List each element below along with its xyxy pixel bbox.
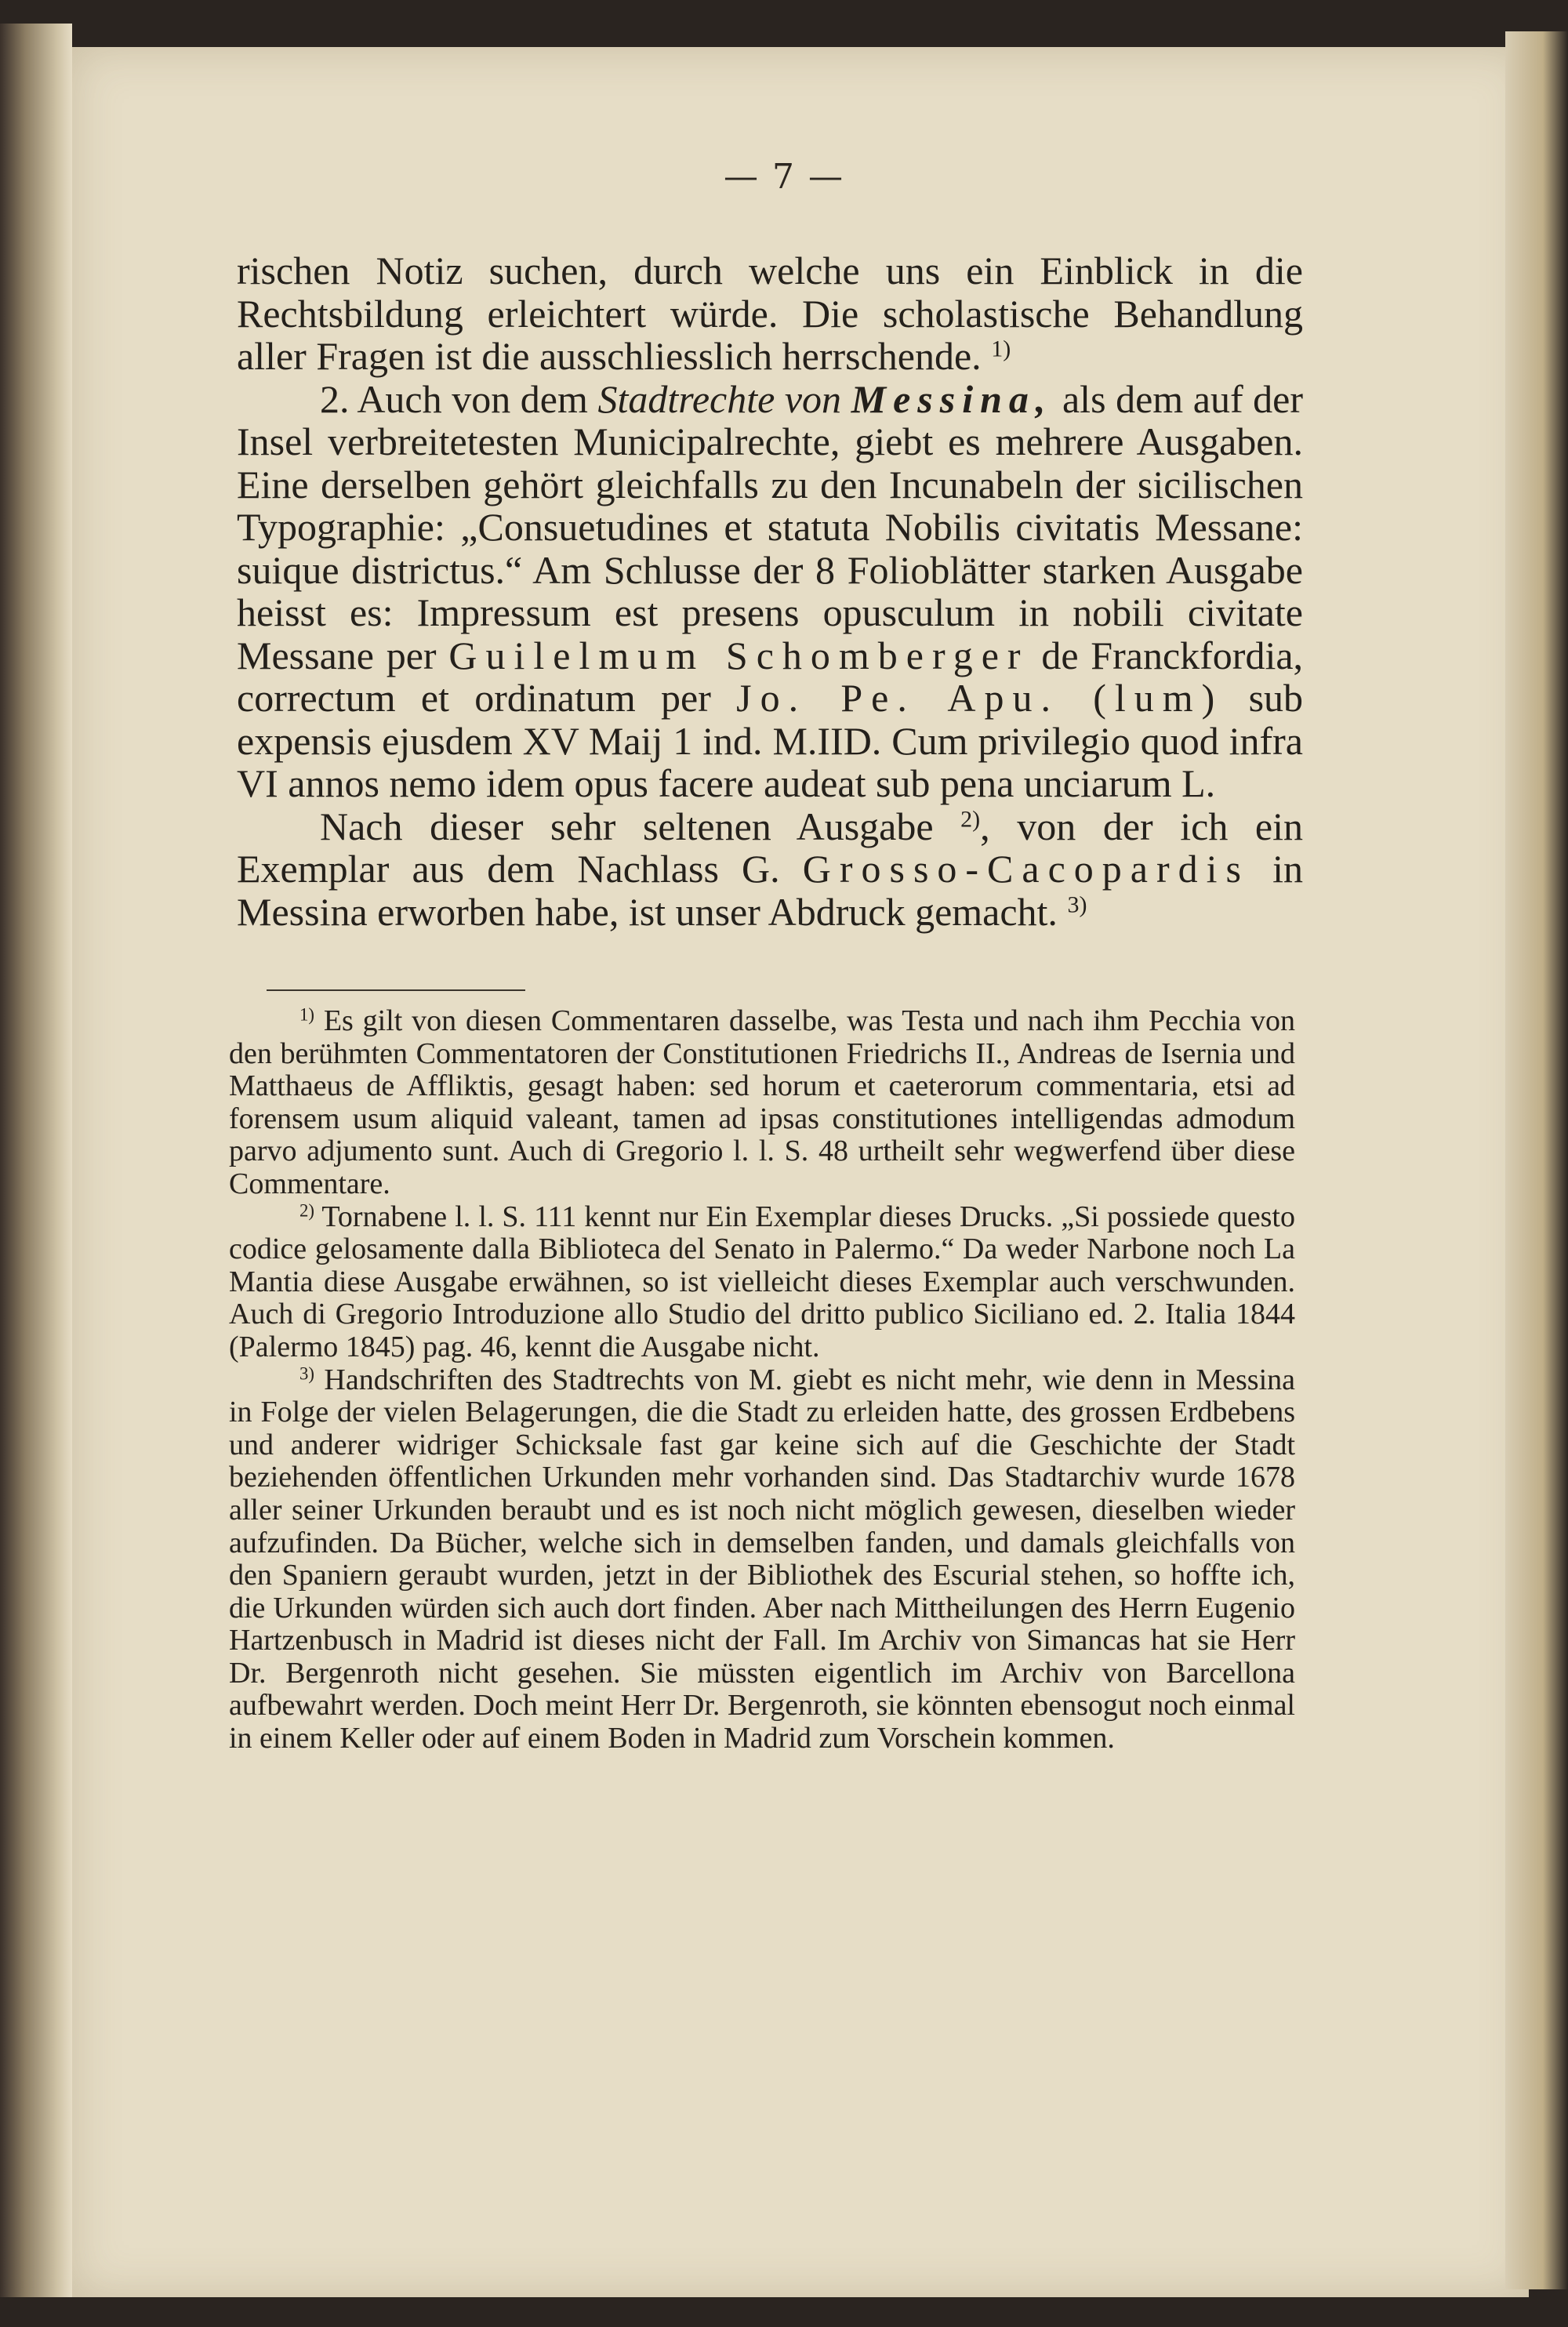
paragraph-3: Nach dieser sehr seltenen Ausgabe $^{2)}$, von der ich ein Exemplar aus dem Nachlass G. Grosso-Cacopardis in Messina erworben habe, ist unser Abdruck gemacht. $^{3)}$ — [237, 804, 1304, 934]
footnote-ref-3: 3) — [1067, 891, 1087, 917]
paragraph-2: 2. Auch von dem Stadtrechte von Messina, als dem auf der Insel verbreitetesten Municipalrechte, giebt es mehrere Ausgaben. Eine derselben gehört gleichfalls zu den Incunabeln der sicilischen Typographie: „Consuetudines et statuta Nobilis civitatis Messane: suique districtus.“ Am Schlusse der 8 Folioblätter starken Ausgabe heisst es: Impressum est presens opusculum in nobili civitate Messane per Guilelmum Schomberger de Franckfordia, correctum et ordinatum per Jo. Pe. Apu. (lum) sub expensis ejusdem XV Maij 1 ind. M.IID. Cum privilegio quod infra VI annos nemo idem opus facere audeat sub pena unciarum L. — [237, 376, 1304, 805]
printer-name: Guilelmum Schomberger — [448, 633, 1029, 677]
footnote-3: $^{3)}$ Handschriften des Stadtrechts von M. giebt es nicht mehr, wie denn in Messina in Folge der vielen Belagerungen, die die Stadt zu erleiden hatte, des grossen Erdbebens und anderer widriger Schicksale fast gar keine sich auf die Geschichte der Stadt beziehenden öffentlichen Urkunden mehr vorhanden sind. Das Stadtarchiv wurde 1678 aller seiner Urkunden beraubt und es ist noch nicht möglich gewesen, dieselben wieder aufzufinden. Da Bücher, welche sich in demselben fanden, und damals gleichfalls von den Spaniern geraubt wurden, jetzt in der Bibliothek des Escurial stehen, so hoffte ich, die Urkunden würden sich auch dort finden. Aber nach Mittheilungen des Herrn Eugenio Hartzenbusch in Madrid ist dieses nicht der Fall. Im Archiv von Simancas hat sie Herr Dr. Bergenroth nicht gesehen. Sie müssten eigentlich im Archiv von Barcellona aufbewahrt werden. Doch meint Herr Dr. Bergenroth, sie könnten ebensogut noch einmal in einem Keller oder auf einem Boden in Madrid zum Vorschein kommen. — [229, 1363, 1296, 1755]
footnote-ref-1: 1) — [991, 336, 1011, 362]
book-binding — [0, 24, 72, 2297]
footnote-ref-2: 2) — [960, 806, 981, 832]
main-text — [237, 249, 1303, 933]
paragraph-1: rischen Notiz suchen, durch welche uns ein Einblick in die Rechtsbildung erleichtert würde. Die scholastische Behandlung aller Fragen ist die ausschliesslich herrschende. $^{1)}$ — [237, 249, 1303, 378]
city-messina: Messina, — [851, 376, 1053, 421]
corrector-name: Jo. Pe. Apu. (lum) — [736, 676, 1224, 720]
owner-name: Grosso-Cacopardis — [802, 847, 1250, 891]
page-edge — [1505, 31, 1568, 2289]
title-stadtrechte: Stadtrechte von — [597, 376, 842, 421]
page-number: — 7 — — [724, 157, 844, 197]
footnote-2: $^{2)}$ Tornabene l. l. S. 111 kennt nur Ein Exemplar dieses Drucks. „Si possiede questo codice gelosamente dalla Biblioteca del Senato in Palermo.“ Da weder Narbone noch La Mantia diese Ausgabe erwähnen, so ist vielleicht dieses Exemplar auch verschwunden. Auch di Gregorio Introduzione allo Studio del dritto publico Siciliano ed. 2. Italia 1844 (Palermo 1845) pag. 46, kennt die Ausgabe nicht. — [229, 1200, 1295, 1363]
footnote-1: $^{1)}$ Es gilt von diesen Commentaren dasselbe, was Testa und nach ihm Pecchia von den berühmten Commentatoren der Constitutionen Friedrichs II., Andreas de Isernia und Matthaeus de Affliktis, gesagt haben: sed horum et caeterorum commentaria, etsi ad forensem usum aliquid valeant, tamen ad ipsas constitutiones intelligendas admodum parvo adjumento sunt. Auch di Gregorio l. l. S. 48 urtheilt sehr wegwerfend über diese Commentare. — [229, 1004, 1295, 1200]
footnote-divider — [267, 989, 525, 991]
footnotes — [229, 1005, 1295, 1755]
